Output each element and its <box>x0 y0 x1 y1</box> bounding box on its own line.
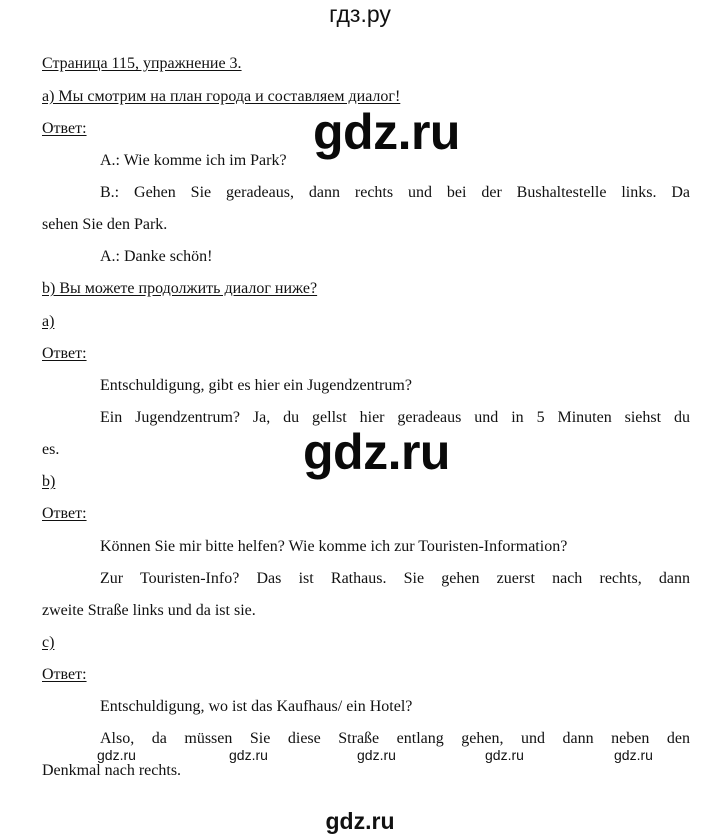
sub-c-line-2-cont: Denkmal nach rechts. <box>42 762 182 779</box>
task-a: а) Мы смотрим на план города и составляем диалог! <box>42 88 401 105</box>
watermark-small-2: gdz.ru <box>229 747 268 763</box>
dialog-line-1: A.: Wie komme ich im Park? <box>100 152 287 169</box>
answer-label-sub-b: Ответ: <box>42 505 87 522</box>
sub-b-line-1: Können Sie mir bitte helfen? Wie komme ich zur Touristen-Information? <box>100 538 568 555</box>
watermark-small-5: gdz.ru <box>614 747 653 763</box>
sub-b-line-2-cont: zweite Straße links und da ist sie. <box>42 602 256 619</box>
watermark-large-1: gdz.ru <box>313 104 460 160</box>
answer-label-sub-a: Ответ: <box>42 345 87 362</box>
sub-a-line-2-cont: es. <box>42 441 60 458</box>
watermark-small-3: gdz.ru <box>357 747 396 763</box>
sub-c-line-1: Entschuldigung, wo ist das Kaufhaus/ ein Hotel? <box>100 698 413 715</box>
page-title: Страница 115, упражнение 3. <box>42 55 242 72</box>
watermark-small-4: gdz.ru <box>485 747 524 763</box>
sub-c-label: c) <box>42 634 55 651</box>
dialog-line-3: A.: Danke schön! <box>100 248 213 265</box>
sub-c-line-2: Also, da müssen Sie diese Straße entlang gehen, und dann neben den <box>100 730 690 747</box>
dialog-line-2: B.: Gehen Sie geradeaus, dann rechts und bei der Bushaltestelle links. Da <box>100 184 690 201</box>
sub-a-label: a) <box>42 313 55 330</box>
dialog-line-2-cont: sehen Sie den Park. <box>42 216 168 233</box>
answer-label-a: Ответ: <box>42 120 87 137</box>
answer-label-sub-c: Ответ: <box>42 666 87 683</box>
watermark-small-1: gdz.ru <box>97 747 136 763</box>
sub-b-line-2: Zur Touristen-Info? Das ist Rathaus. Sie gehen zuerst nach rechts, dann <box>100 570 690 587</box>
watermark-large-2: gdz.ru <box>303 424 450 480</box>
header-site-logo: гдз.ру <box>329 1 391 27</box>
task-b: b) Вы можете продолжить диалог ниже? <box>42 280 318 297</box>
sub-a-line-1: Entschuldigung, gibt es hier ein Jugendzentrum? <box>100 377 412 394</box>
sub-b-label: b) <box>42 473 56 490</box>
footer-site-logo: gdz.ru <box>325 808 395 834</box>
sub-a-line-2: Ein Jugendzentrum? Ja, du gellst hier geradeaus und in 5 Minuten siehst du <box>100 409 690 426</box>
